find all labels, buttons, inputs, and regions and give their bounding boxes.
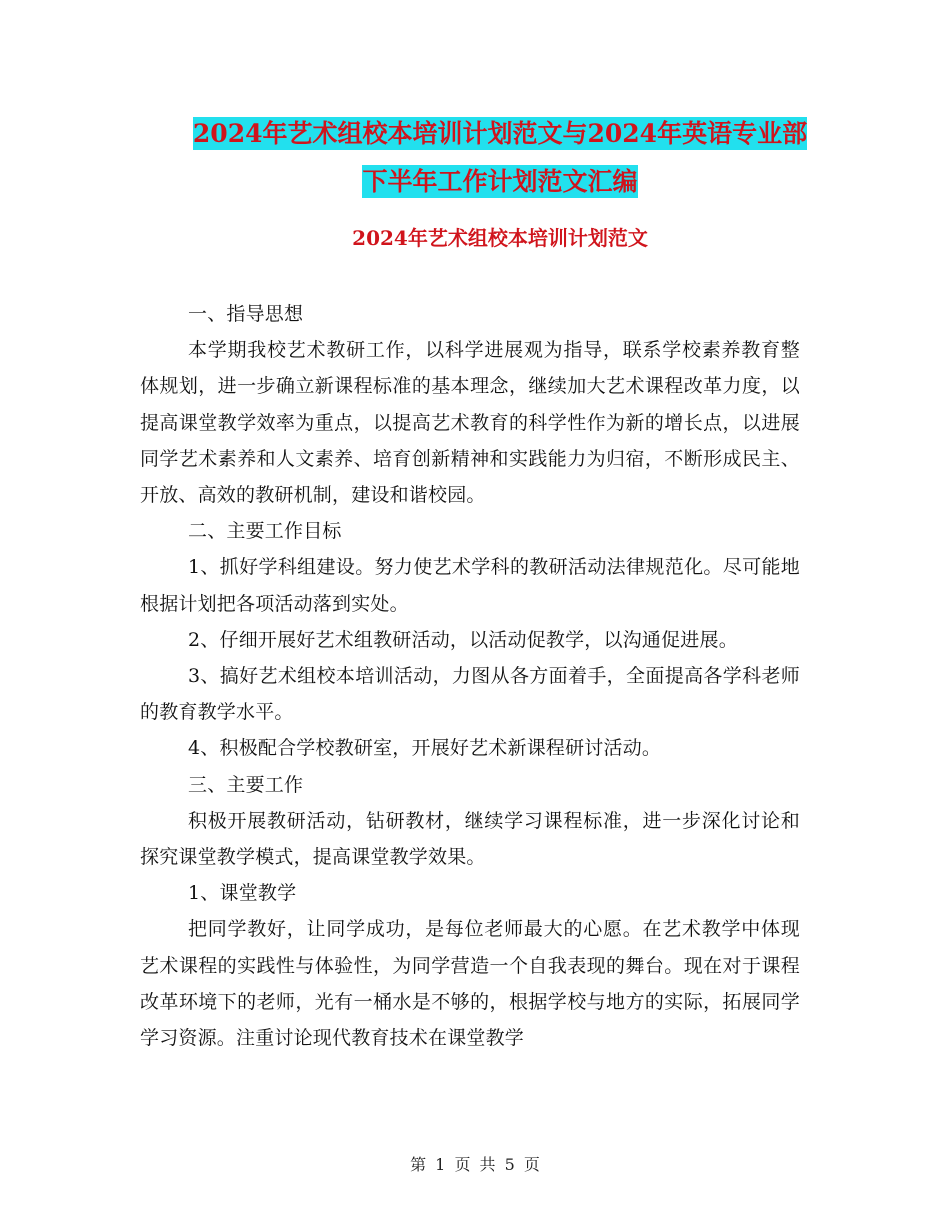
heading-main-work: 三、主要工作 [188,773,304,796]
paragraph: 积极开展教研活动，钻研教材，继续学习课程标准，进一步深化讨论和探究课堂教学模式，提高课堂教学效果。 [140,809,800,869]
heading-guiding-ideology: 一、指导思想 [188,303,304,325]
document-body [140,296,800,1056]
list-item: 1、抓好学科组建设。努力使艺术学科的教研活动法律规范化。尽可能地根据计划把各项活动落到实处。 [140,556,800,615]
title-line-1: 2024年艺术组校本培训计划范文与2024年英语专业部 [192,119,808,148]
page-number-footer: 第 1 页 共 5 页 [410,1155,540,1174]
document-title [120,110,880,206]
list-item: 3、搞好艺术组校本培训活动，力图从各方面着手，全面提高各学科老师的教育教学水平。 [140,665,800,724]
list-item: 2、仔细开展好艺术组教研活动，以活动促教学，以沟通促进展。 [188,628,738,651]
section-title: 2024年艺术组校本培训计划范文 [352,226,648,250]
list-item: 4、积极配合学校教研室，开展好艺术新课程研讨活动。 [188,737,662,760]
heading-classroom-teaching: 1、课堂教学 [188,882,297,905]
paragraph: 把同学教好，让同学成功，是每位老师最大的心愿。在艺术教学中体现艺术课程的实践性与体验性，为同学营造一个自我表现的舞台。现在对于课程改革环境下的老师，光有一桶水是不够的，根据学校与地方的实际，拓展同学学习资源。注重讨论现代教育技术在课堂教学 [140,918,800,1050]
title-line-2: 下半年工作计划范文汇编 [362,167,638,196]
heading-main-goals: 二、主要工作目标 [188,520,342,543]
paragraph: 本学期我校艺术教研工作，以科学进展观为指导，联系学校素养教育整体规划，进一步确立新课程标准的基本理念，继续加大艺术课程改革力度，以提高课堂教学效率为重点，以提高艺术教育的科学性作为新的增长点，以进展同学艺术素养和人文素养、培育创新精神和实践能力为归宿，不断形成民主、开放、高效的教研机制，建设和谐校园。 [140,339,800,507]
